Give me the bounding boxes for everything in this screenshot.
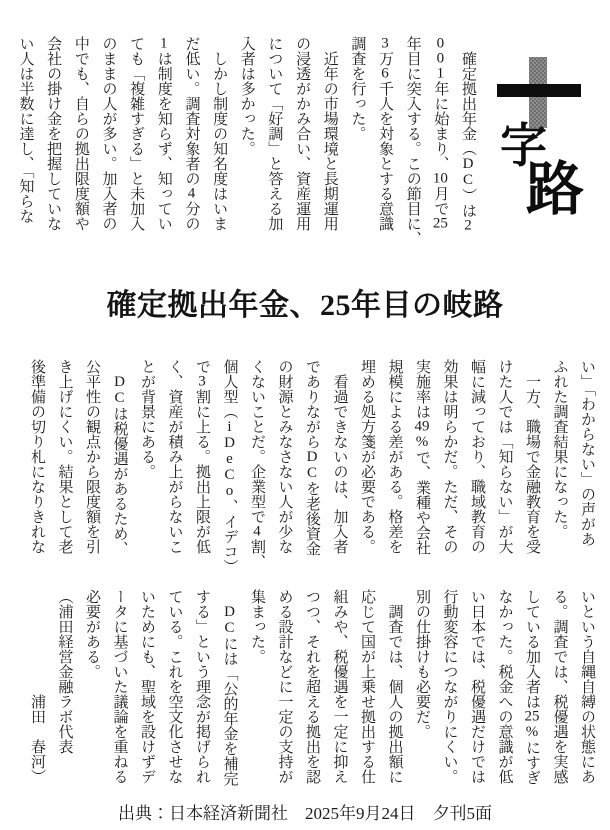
text-column: 年目に突入する。この節目に、: [404, 36, 421, 246]
logo-char-ro: 路: [526, 157, 585, 222]
text-column: なかった。税金への意識が低: [496, 589, 513, 784]
text-column: けた人では「知らない」が大: [496, 359, 513, 554]
text-column: 入者は多かった。: [238, 36, 255, 156]
text-column: 効果は明らかだ。ただ、その: [441, 359, 458, 554]
text-column: 近年の市場環境と長期運用: [321, 36, 338, 231]
text-column: 行動変容につながりにくい。: [441, 589, 458, 784]
article-lead-band: [6, 36, 481, 246]
text-column: き上げにくい。結果として老: [56, 359, 73, 554]
text-column: とが背景にある。: [139, 359, 155, 479]
text-column: つつ、それを超える拠出を認: [304, 589, 320, 784]
text-column: い」「わからない」の声があ: [579, 359, 595, 547]
text-column: いためにも、聖域を設けずデ: [139, 589, 155, 784]
text-column: している加入者は25%にすぎ: [524, 589, 540, 785]
text-column: （浦田経営金融ラボ代表: [56, 589, 73, 754]
text-column: DCには「公的年金を補完: [221, 604, 238, 786]
text-column: する」という理念が掲げられ: [194, 589, 210, 784]
text-column: 必要がある。: [84, 589, 100, 679]
text-column: だ低い。調査対象者の4分の: [183, 36, 200, 231]
text-column: のままの人が多い。加入者の: [100, 36, 117, 231]
text-column: 規模による差がある。格差を: [386, 359, 403, 554]
text-column: 幅に減っており、職域教育の: [469, 359, 485, 554]
text-column: 001年に始まり、10月で25: [432, 36, 449, 231]
text-column: 看過できないのは、加入者: [331, 359, 348, 554]
text-column: い日本では、税優遇だけでは: [469, 589, 485, 784]
text-column: 埋める処方箋が必要である。: [359, 359, 375, 554]
article-bottom-band: [22, 589, 600, 791]
text-column: の財源とみなさない人が少な: [276, 359, 293, 554]
text-column: ふれた調査結果になった。: [551, 359, 568, 539]
text-column: 組みや、税優遇を一定に抑え: [331, 589, 348, 784]
logo-char-ji: 字: [500, 119, 547, 172]
text-column: 調査では、個人の拠出額に: [386, 589, 403, 784]
text-column: 会社の掛け金を把握していな: [45, 36, 62, 231]
text-column: 集まった。: [249, 589, 265, 664]
text-column: 別の仕掛けも必要だ。: [414, 589, 430, 739]
text-column: 後準備の切り札になりきれな: [29, 359, 45, 554]
text-column: で3割に上る。拠出上限が低: [194, 359, 210, 554]
text-column: いという自縄自縛の状態にあ: [579, 589, 595, 784]
text-column: 中でも、自らの拠出限度額や: [72, 36, 89, 231]
text-column: しかし制度の知名度はいま: [211, 36, 228, 231]
juujiro-logo: [495, 45, 595, 235]
text-column: 応じて国が上乗せ拠出する仕: [359, 589, 375, 784]
text-column: ている。これを空文化させな: [166, 589, 183, 784]
source-line: 出典：日本経済新聞社 2025年9月24日 夕刊5面: [118, 804, 492, 823]
article-middle-band: [22, 359, 600, 574]
text-column: について「好調」と答える加: [266, 36, 283, 231]
text-column: 個人型（iDeCo、イデコ）: [221, 359, 238, 574]
text-column: の浸透がかみ合い、資産運用: [294, 36, 311, 231]
text-column: くないことだ。企業型で4割、: [249, 359, 265, 569]
headline: 確定拠出年金、25年目の岐路: [106, 289, 504, 322]
text-column: 実施率は49%で、業種や会社: [414, 359, 430, 555]
text-column: 浦田 春河）: [29, 589, 45, 784]
text-column: く、資産が積み上がらないこ: [166, 359, 183, 554]
text-column: る。調査では、税優遇を実感: [551, 589, 568, 784]
text-column: でありながらDCを老後資金: [304, 359, 320, 556]
text-column: 調査を行った。: [349, 36, 366, 141]
text-column: ータに基づいた議論を重ねる: [111, 589, 128, 784]
text-column: 1は制度を知らず、知ってい: [155, 36, 172, 231]
text-column: 確定拠出年金（DC）は2: [460, 36, 476, 233]
text-column: 3万6千人を対象とする意識: [377, 36, 394, 231]
text-column: 公平性の観点から限度額を引: [84, 359, 100, 554]
cross-horizontal-bar-icon: [497, 84, 581, 97]
text-column: い人は半数に達し、「知らな: [17, 36, 34, 224]
text-column: ても「複雑すぎる」と未加入: [128, 36, 145, 231]
text-column: める設計などに一定の支持が: [276, 589, 293, 784]
text-column: 一方、職場で金融教育を受: [524, 359, 540, 554]
text-column: DCは税優遇があるため、: [111, 374, 128, 556]
